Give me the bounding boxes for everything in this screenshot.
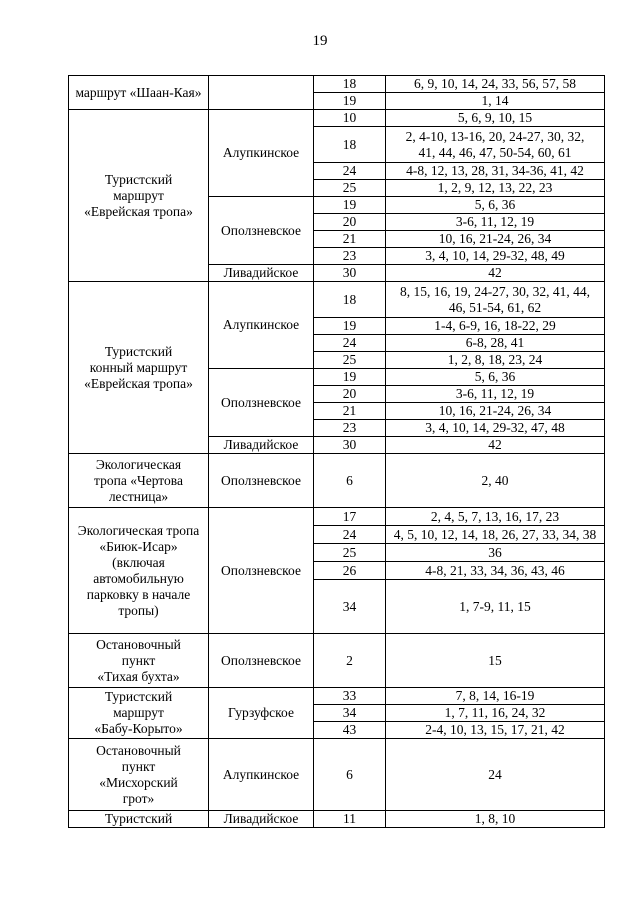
table-row: [69, 110, 605, 127]
route-name-cell: маршрут «Шаан-Кая»: [69, 76, 209, 110]
sections-cell: 42: [386, 437, 605, 454]
sections-cell: 3, 4, 10, 14, 29-32, 47, 48: [386, 420, 605, 437]
quarter-cell: 24: [314, 335, 386, 352]
quarter-cell: 20: [314, 386, 386, 403]
forestry-cell: Гурзуфское: [209, 688, 314, 739]
sections-cell: 7, 8, 14, 16-19: [386, 688, 605, 705]
forest-quarters-table: [68, 75, 605, 828]
quarter-cell: 11: [314, 811, 386, 828]
forestry-cell: Оползневское: [209, 634, 314, 688]
table-row: [69, 739, 605, 811]
quarter-cell: 20: [314, 214, 386, 231]
quarter-cell: 25: [314, 544, 386, 562]
sections-cell: 4-8, 12, 13, 28, 31, 34-36, 41, 42: [386, 163, 605, 180]
route-name-cell: Туристский маршрут «Бабу-Корыто»: [69, 688, 209, 739]
sections-cell: 1, 2, 9, 12, 13, 22, 23: [386, 180, 605, 197]
route-name-cell: Туристский маршрут «Еврейская тропа»: [69, 110, 209, 282]
sections-cell: 36: [386, 544, 605, 562]
quarter-cell: 33: [314, 688, 386, 705]
sections-cell: 5, 6, 9, 10, 15: [386, 110, 605, 127]
quarter-cell: 18: [314, 127, 386, 163]
forestry-cell: Алупкинское: [209, 282, 314, 369]
sections-cell: 1, 2, 8, 18, 23, 24: [386, 352, 605, 369]
table-row: [69, 688, 605, 705]
quarter-cell: 2: [314, 634, 386, 688]
sections-cell: 24: [386, 739, 605, 811]
route-name-cell: Остановочный пункт «Мисхорский грот»: [69, 739, 209, 811]
quarter-cell: 18: [314, 76, 386, 93]
quarter-cell: 17: [314, 508, 386, 526]
table-row: [69, 454, 605, 508]
sections-cell: 3-6, 11, 12, 19: [386, 386, 605, 403]
forestry-cell: Оползневское: [209, 369, 314, 437]
sections-cell: 15: [386, 634, 605, 688]
sections-cell: 42: [386, 265, 605, 282]
quarter-cell: 25: [314, 180, 386, 197]
quarter-cell: 19: [314, 197, 386, 214]
table-row: [69, 508, 605, 526]
forestry-cell: Оползневское: [209, 508, 314, 634]
forestry-cell: Алупкинское: [209, 110, 314, 197]
route-name-cell: Остановочный пункт «Тихая бухта»: [69, 634, 209, 688]
sections-cell: 2, 4, 5, 7, 13, 16, 17, 23: [386, 508, 605, 526]
quarter-cell: 43: [314, 722, 386, 739]
quarter-cell: 18: [314, 282, 386, 318]
sections-cell: 6-8, 28, 41: [386, 335, 605, 352]
forestry-cell: Алупкинское: [209, 739, 314, 811]
sections-cell: 2-4, 10, 13, 15, 17, 21, 42: [386, 722, 605, 739]
table-row: [69, 634, 605, 688]
sections-cell: 1, 7, 11, 16, 24, 32: [386, 705, 605, 722]
quarter-cell: 34: [314, 705, 386, 722]
quarter-cell: 34: [314, 580, 386, 634]
route-name-cell: Экологическая тропа «Чертова лестница»: [69, 454, 209, 508]
sections-cell: 5, 6, 36: [386, 197, 605, 214]
route-name-cell: Туристский конный маршрут «Еврейская тропа»: [69, 282, 209, 454]
page-number: 19: [312, 33, 328, 49]
sections-cell: 10, 16, 21-24, 26, 34: [386, 403, 605, 420]
forestry-cell: Оползневское: [209, 454, 314, 508]
sections-cell: 3-6, 11, 12, 19: [386, 214, 605, 231]
forestry-cell: Ливадийское: [209, 437, 314, 454]
table-row: [69, 811, 605, 828]
quarter-cell: 10: [314, 110, 386, 127]
quarter-cell: 24: [314, 163, 386, 180]
quarter-cell: 30: [314, 265, 386, 282]
table-body: [69, 76, 605, 828]
quarter-cell: 24: [314, 526, 386, 544]
quarter-cell: 25: [314, 352, 386, 369]
sections-cell: 2, 4-10, 13-16, 20, 24-27, 30, 32, 41, 44, 46, 47, 50-54, 60, 61: [386, 127, 605, 163]
table-row: [69, 76, 605, 93]
forestry-cell: Ливадийское: [209, 265, 314, 282]
forestry-cell: Оползневское: [209, 197, 314, 265]
quarter-cell: 6: [314, 739, 386, 811]
quarter-cell: 21: [314, 403, 386, 420]
sections-cell: 3, 4, 10, 14, 29-32, 48, 49: [386, 248, 605, 265]
sections-cell: 4-8, 21, 33, 34, 36, 43, 46: [386, 562, 605, 580]
sections-cell: 10, 16, 21-24, 26, 34: [386, 231, 605, 248]
table-row: [69, 282, 605, 318]
sections-cell: 4, 5, 10, 12, 14, 18, 26, 27, 33, 34, 38: [386, 526, 605, 544]
sections-cell: 2, 40: [386, 454, 605, 508]
quarter-cell: 30: [314, 437, 386, 454]
quarter-cell: 23: [314, 248, 386, 265]
sections-cell: 6, 9, 10, 14, 24, 33, 56, 57, 58: [386, 76, 605, 93]
sections-cell: 5, 6, 36: [386, 369, 605, 386]
sections-cell: 1-4, 6-9, 16, 18-22, 29: [386, 318, 605, 335]
sections-cell: 1, 7-9, 11, 15: [386, 580, 605, 634]
route-name-cell: Экологическая тропа «Биюк-Исар» (включая автомобильную парковку в начале тропы): [69, 508, 209, 634]
forestry-cell: Ливадийское: [209, 811, 314, 828]
quarter-cell: 21: [314, 231, 386, 248]
quarter-cell: 26: [314, 562, 386, 580]
quarter-cell: 6: [314, 454, 386, 508]
quarter-cell: 19: [314, 369, 386, 386]
quarter-cell: 19: [314, 93, 386, 110]
sections-cell: 1, 8, 10: [386, 811, 605, 828]
sections-cell: 8, 15, 16, 19, 24-27, 30, 32, 41, 44, 46, 51-54, 61, 62: [386, 282, 605, 318]
forestry-cell: [209, 76, 314, 110]
route-name-cell: Туристский: [69, 811, 209, 828]
quarter-cell: 23: [314, 420, 386, 437]
quarter-cell: 19: [314, 318, 386, 335]
sections-cell: 1, 14: [386, 93, 605, 110]
